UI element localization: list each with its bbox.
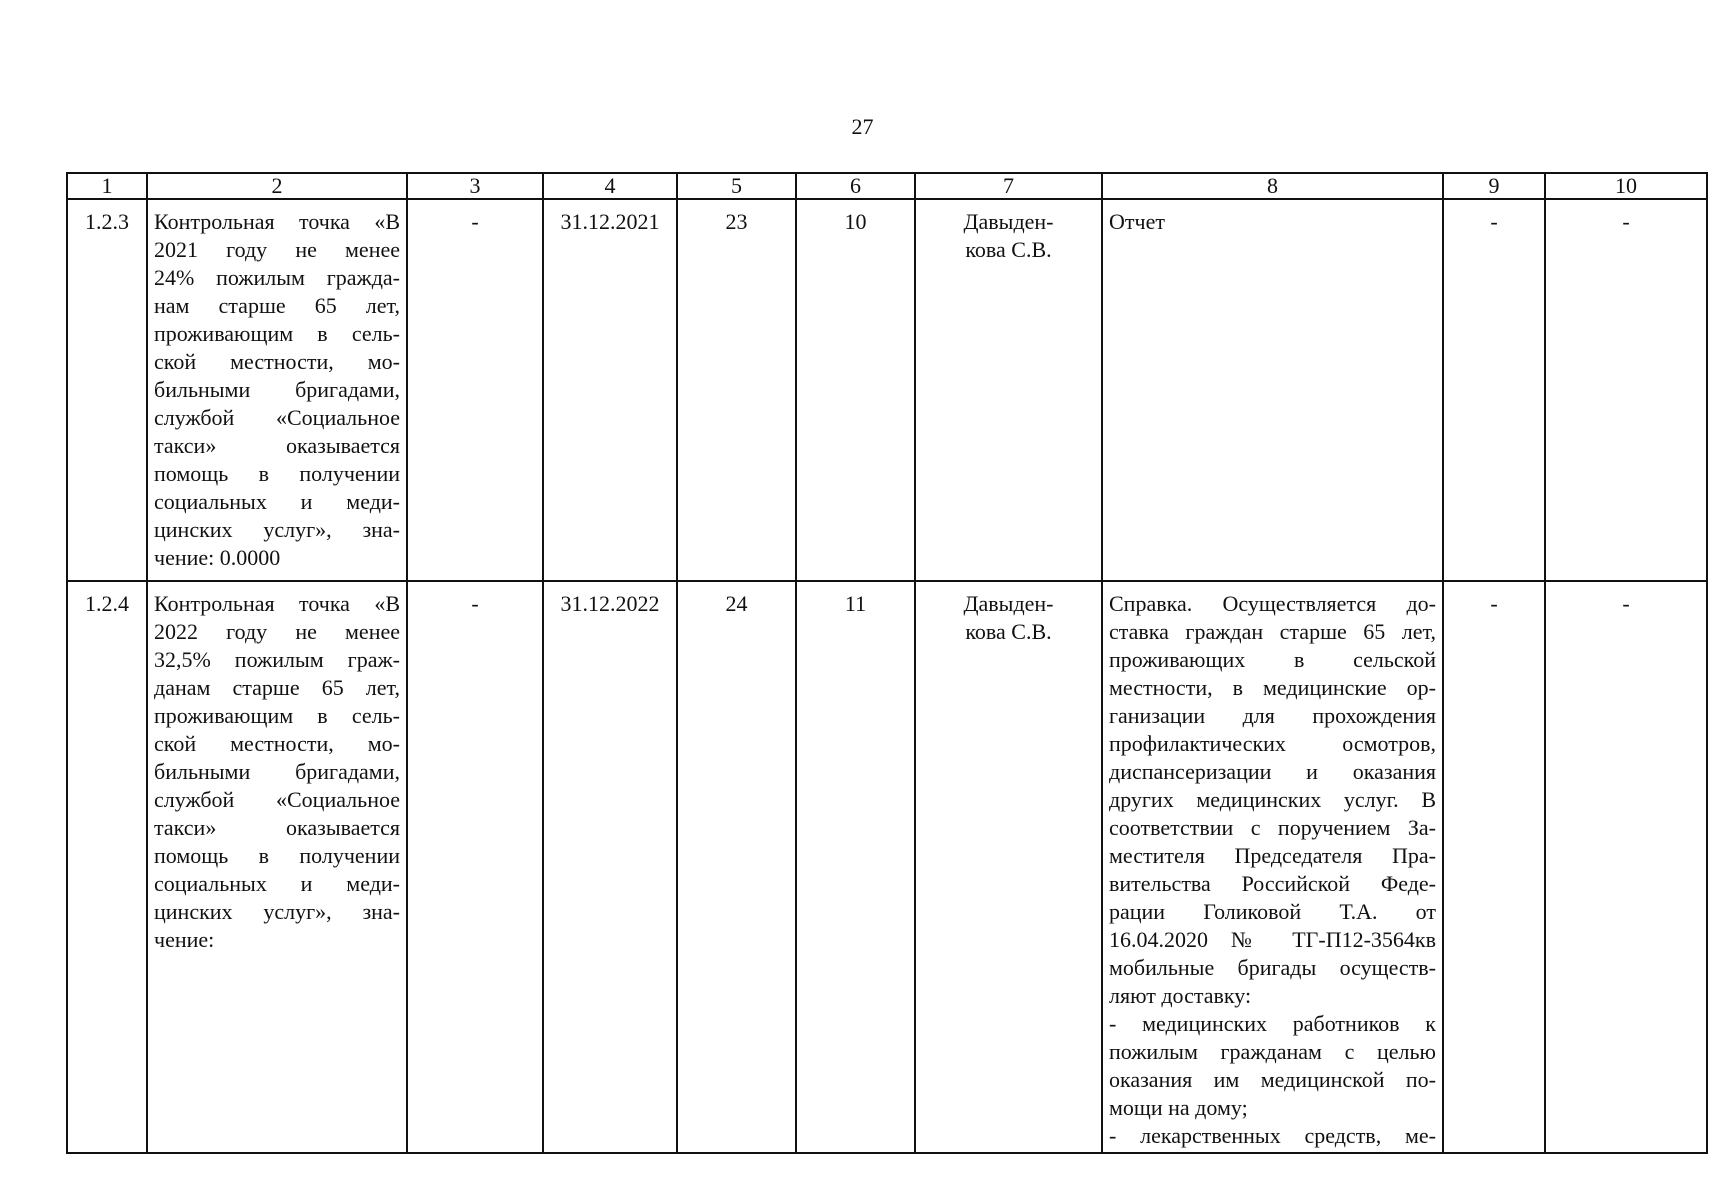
row-description [147, 581, 407, 1153]
header-cell-6: 6 [796, 173, 915, 199]
description-line: 32,5% пожилым граж- [154, 647, 400, 672]
responsible-line: Давыден- [963, 209, 1054, 234]
responsible-cell [915, 581, 1102, 1153]
description-line: 24% пожилым гражда- [154, 265, 400, 290]
date-cell: 31.12.2022 [543, 581, 677, 1153]
result-line: - лекарственных средств, ме- [1109, 1123, 1436, 1148]
header-cell-5: 5 [677, 173, 796, 199]
description-line: 2022 году не менее [154, 619, 400, 644]
description-line: службой «Социальное [154, 405, 400, 430]
header-cell-2: 2 [147, 173, 407, 199]
result-line: 16.04.2020 № ТГ-П12-3564кв [1109, 927, 1436, 952]
result-line: Справка. Осуществляется до- [1109, 591, 1436, 616]
col5-cell: 23 [677, 199, 796, 581]
description-line: социальных и меди- [154, 871, 400, 896]
description-line: помощь в получении [154, 843, 400, 868]
page-number: 27 [851, 114, 874, 139]
result-line: ганизации для прохождения [1109, 703, 1436, 728]
header-cell-7: 7 [915, 173, 1102, 199]
table-row [67, 199, 1707, 581]
result-cell [1102, 199, 1443, 581]
result-line: местителя Председателя Пра- [1109, 843, 1436, 868]
row-number: 1.2.4 [67, 581, 147, 1153]
description-line: службой «Социальное [154, 787, 400, 812]
description-line: проживающим в сель- [154, 321, 400, 346]
date-cell: 31.12.2021 [543, 199, 677, 581]
result-line: вительства Российской Феде- [1109, 871, 1436, 896]
result-line: Отчет [1109, 209, 1165, 234]
col10-cell: - [1545, 581, 1707, 1153]
col3-cell: - [407, 199, 543, 581]
result-line: - медицинских работников к [1109, 1011, 1436, 1036]
result-line: профилактических осмотров, [1109, 731, 1436, 756]
header-row [67, 173, 1707, 199]
table-row [67, 581, 1707, 1153]
result-line: диспансеризации и оказания [1109, 759, 1436, 784]
result-cell [1102, 581, 1443, 1153]
result-line: пожилым гражданам с целью [1109, 1039, 1436, 1064]
col5-cell: 24 [677, 581, 796, 1153]
result-line: рации Голиковой Т.А. от [1109, 899, 1436, 924]
description-line: такси» оказывается [154, 815, 400, 840]
col6-cell: 11 [796, 581, 915, 1153]
row-number: 1.2.3 [67, 199, 147, 581]
result-line: соответствии с поручением За- [1109, 815, 1436, 840]
description-line: цинских услуг», зна- [154, 517, 400, 542]
description-line: чение: 0.0000 [154, 545, 281, 570]
description-line: такси» оказывается [154, 433, 400, 458]
plan-table [66, 172, 1708, 1154]
responsible-line: кова С.В. [965, 237, 1052, 262]
description-line: данам старше 65 лет, [154, 675, 400, 700]
result-line: оказания им медицинской по- [1109, 1067, 1436, 1092]
col6-cell: 10 [796, 199, 915, 581]
description-line: цинских услуг», зна- [154, 899, 400, 924]
description-line: Контрольная точка «В [154, 209, 400, 234]
responsible-line: кова С.В. [965, 619, 1052, 644]
description-line: бильными бригадами, [154, 377, 400, 402]
header-cell-4: 4 [543, 173, 677, 199]
description-line: социальных и меди- [154, 489, 400, 514]
result-line: местности, в медицинские ор- [1109, 675, 1436, 700]
result-line: мощи на дому; [1109, 1095, 1248, 1120]
responsible-line: Давыден- [963, 591, 1054, 616]
result-line: мобильные бригады осуществ- [1109, 955, 1436, 980]
description-line: помощь в получении [154, 461, 400, 486]
result-line: проживающих в сельской [1109, 647, 1436, 672]
description-line: ской местности, мо- [154, 731, 400, 756]
description-line: 2021 году не менее [154, 237, 400, 262]
col9-cell: - [1443, 199, 1545, 581]
description-line: нам старше 65 лет, [154, 293, 400, 318]
header-cell-9: 9 [1443, 173, 1545, 199]
description-line: Контрольная точка «В [154, 591, 400, 616]
header-cell-10: 10 [1545, 173, 1707, 199]
header-cell-8: 8 [1102, 173, 1443, 199]
result-line: ляют доставку: [1109, 983, 1252, 1008]
description-line: чение: [154, 927, 215, 952]
description-line: бильными бригадами, [154, 759, 400, 784]
header-cell-1: 1 [67, 173, 147, 199]
col3-cell: - [407, 581, 543, 1153]
description-line: ской местности, мо- [154, 349, 400, 374]
result-line: ставка граждан старше 65 лет, [1109, 619, 1436, 644]
header-cell-3: 3 [407, 173, 543, 199]
row-description [147, 199, 407, 581]
col9-cell: - [1443, 581, 1545, 1153]
responsible-cell [915, 199, 1102, 581]
result-line: других медицинских услуг. В [1109, 787, 1436, 812]
col10-cell: - [1545, 199, 1707, 581]
description-line: проживающим в сель- [154, 703, 400, 728]
